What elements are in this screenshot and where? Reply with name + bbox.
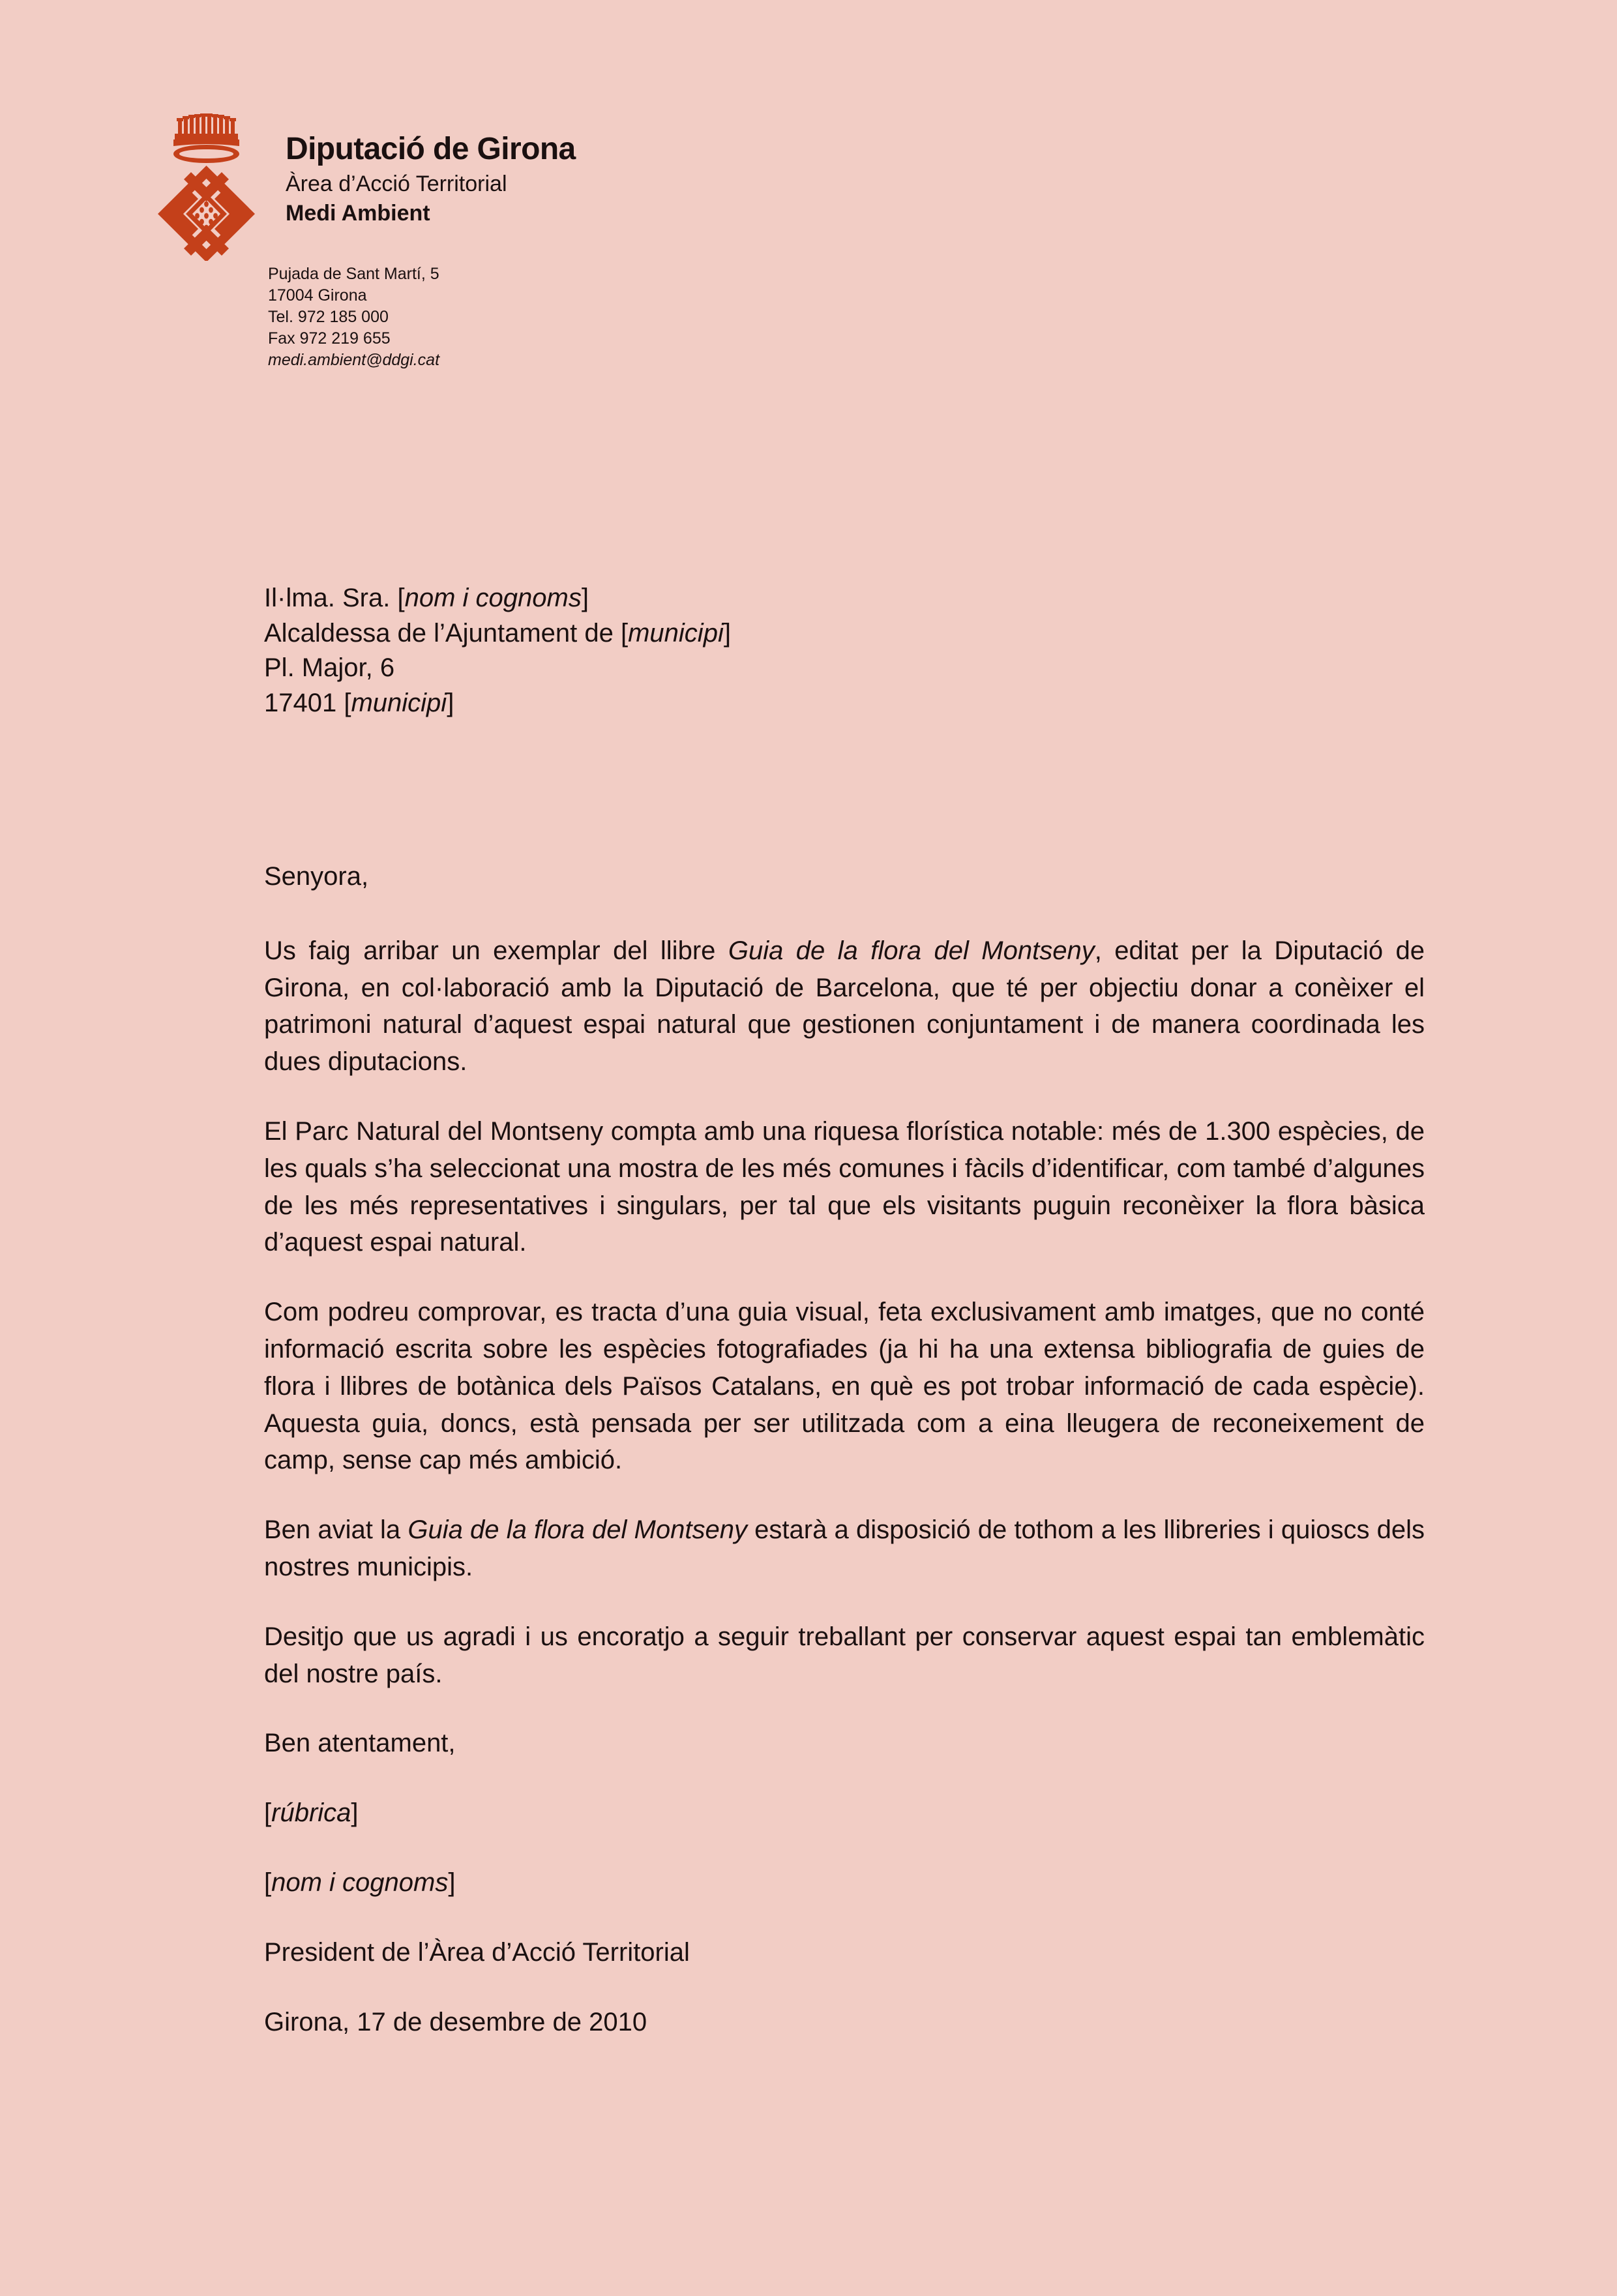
salutation: Senyora, xyxy=(264,862,369,891)
paragraph-1-part-a: Us faig arribar un exemplar del llibre xyxy=(264,936,728,965)
contact-block xyxy=(268,263,439,371)
signer-name-prefix: [ xyxy=(264,1868,272,1897)
signer-position: President de l’Àrea d’Acció Territorial xyxy=(264,1937,690,1967)
recipient-line-1 xyxy=(264,581,731,616)
letterhead xyxy=(155,98,576,261)
paragraph-1 xyxy=(264,932,1425,1081)
rubric-italic: rúbrica xyxy=(271,1798,351,1828)
recipient-line-4 xyxy=(264,686,731,721)
signer-name-italic: nom i cognoms xyxy=(271,1868,449,1897)
signer-name-suffix: ] xyxy=(448,1868,456,1897)
recipient-name-placeholder: nom i cognoms xyxy=(404,584,582,612)
recipient-municipality-placeholder: municipi xyxy=(628,618,724,648)
contact-email: medi.ambient@ddgi.cat xyxy=(268,351,440,369)
rubric-prefix: [ xyxy=(264,1798,272,1828)
book-title-inline-1: Guia de la flora del Montseny xyxy=(728,936,1095,965)
contact-city: 17004 Girona xyxy=(268,286,367,305)
contact-street: Pujada de Sant Martí, 5 xyxy=(268,265,439,283)
recipient-address xyxy=(264,581,731,721)
recipient-line-3: Pl. Major, 6 xyxy=(264,653,395,683)
paragraph-4-part-a: Ben aviat la xyxy=(264,1515,408,1545)
contact-fax: Fax 972 219 655 xyxy=(268,329,391,348)
recipient-line-4-suffix: ] xyxy=(447,688,454,717)
book-title-inline-2: Guia de la flora del Montseny xyxy=(408,1515,747,1545)
paragraph-4 xyxy=(264,1512,1425,1586)
letter-date: Girona, 17 de desembre de 2010 xyxy=(264,2007,647,2036)
paragraph-4-part-b: estarà a disposició de tothom a les llibreries i quioscs dels nostres municipis. xyxy=(264,1515,1425,1581)
rubric-suffix: ] xyxy=(351,1798,359,1828)
signature-rubric-placeholder xyxy=(264,1795,1425,1832)
recipient-postal-municipality-placeholder: municipi xyxy=(351,688,447,717)
closing-line: Ben atentament, xyxy=(264,1729,456,1758)
brand-text xyxy=(286,98,576,226)
institution-area: Àrea d’Acció Territorial xyxy=(286,171,507,196)
paragraph-2: El Parc Natural del Montseny compta amb una riquesa florística notable: més de 1.300 espècies, de les quals s’ha seleccionat una mostra de les més comunes i fàcils d’identificar, com també d’algunes de les més representatives i singulars, per tal que els visitants puguin reconèixer la flora bàsica d’aquest espai natural. xyxy=(264,1116,1425,1257)
recipient-line-1-prefix: Il·lma. Sra. [ xyxy=(264,584,405,612)
letter-body xyxy=(264,858,1425,2040)
institution-unit: Medi Ambient xyxy=(286,200,430,226)
recipient-line-2-prefix: Alcaldessa de l’Ajuntament de [ xyxy=(264,618,629,648)
paragraph-1-part-b: , editat per la Diputació de Girona, en col·laboració amb la Diputació de Barcelona, que té per objectiu donar a conèixer el patrimoni natural d’aquest espai natural que gestionen conjuntament i de manera coordinada les dues diputacions. xyxy=(264,936,1425,1077)
paragraph-3: Com podreu comprovar, es tracta d’una guia visual, feta exclusivament amb imatges, que no conté informació escrita sobre les espècies fotografiades (ja hi ha una extensa bibliografia de guies de flora i llibres de botànica dels Països Catalans, en què es pot trobar informació de cada espècie). Aquesta guia, doncs, està pensada per ser utilitzada com a eina lleugera de reconeixement de camp, sense cap més ambició. xyxy=(264,1298,1425,1475)
girona-coat-of-arms-crown-icon xyxy=(155,98,260,261)
recipient-line-1-suffix: ] xyxy=(581,584,589,612)
recipient-line-2-suffix: ] xyxy=(723,618,731,648)
institution-title: Diputació de Girona xyxy=(286,132,576,166)
contact-phone: Tel. 972 185 000 xyxy=(268,308,389,326)
recipient-line-2 xyxy=(264,616,731,651)
paragraph-5: Desitjo que us agradi i us encoratjo a seguir treballant per conservar aquest espai tan emblemàtic del nostre país. xyxy=(264,1622,1425,1688)
recipient-line-4-prefix: 17401 [ xyxy=(264,688,351,717)
signer-name-placeholder xyxy=(264,1864,1425,1901)
